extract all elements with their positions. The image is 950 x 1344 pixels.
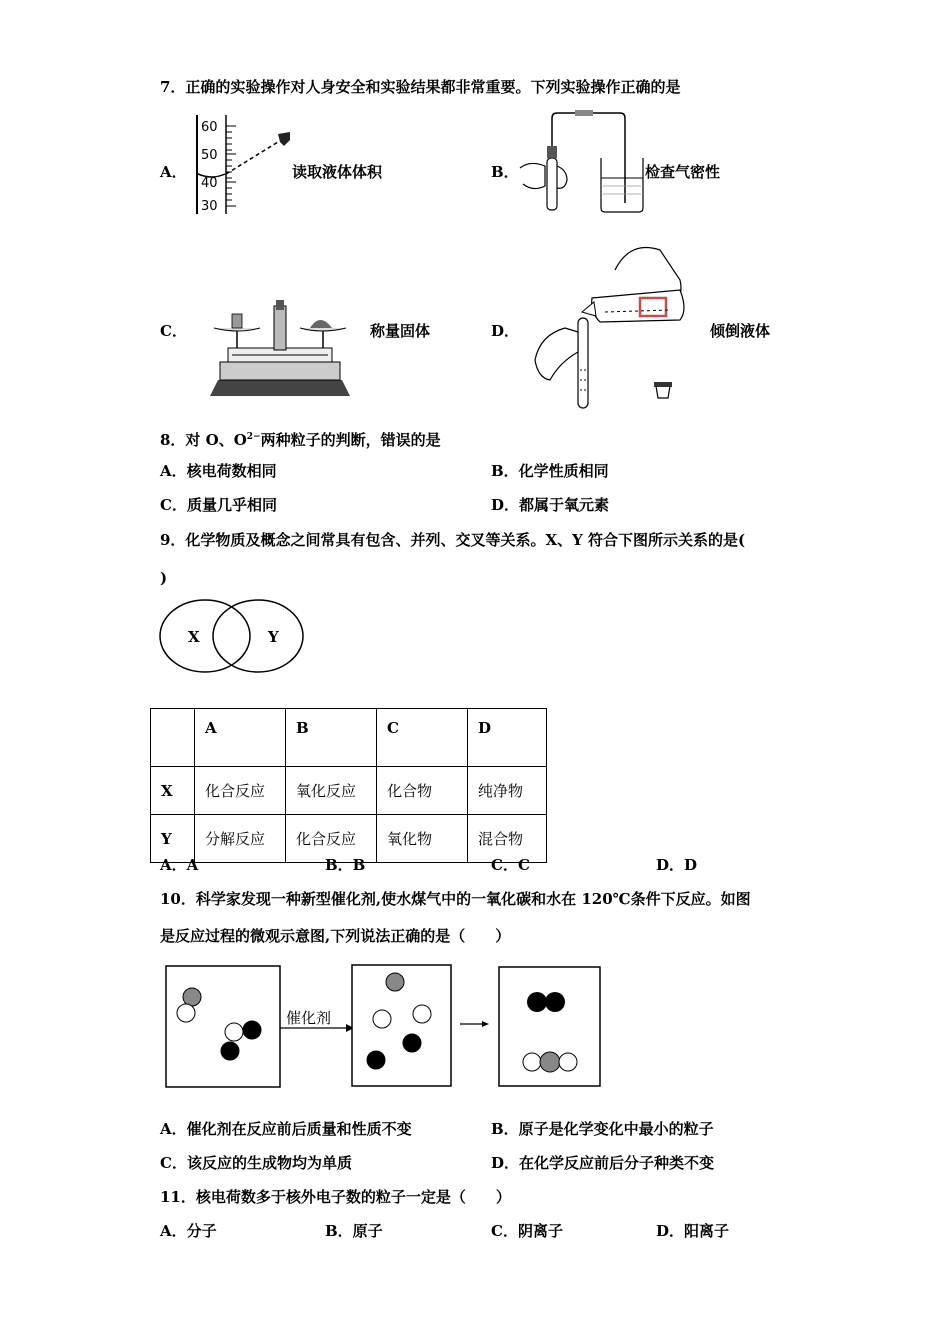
q9-option-b: B．B	[325, 856, 366, 874]
q7-option-d-caption: 倾倒液体	[710, 322, 771, 340]
q10-stem-line1: 10．科学家发现一种新型催化剂,使水煤气中的一氧化碳和水在 120℃条件下反应。如图	[160, 890, 751, 908]
q8-option-c: C．质量几乎相同	[160, 496, 277, 514]
q7-option-c-caption: 称量固体	[370, 322, 431, 340]
reactants-box	[166, 966, 280, 1087]
table-cell: 化合物	[377, 767, 468, 815]
q7-option-b-caption: 检查气密性	[645, 163, 721, 181]
q9-table	[150, 708, 547, 863]
q10-stem-line2: 是反应过程的微观示意图,下列说法正确的是（ ）	[160, 927, 511, 945]
pouring-liquid-figure	[530, 240, 695, 410]
table-cell: 分解反应	[195, 815, 286, 863]
q11-option-a: A．分子	[160, 1222, 217, 1240]
q7-option-b-letter: B．	[491, 163, 519, 181]
table-cell: 化合反应	[286, 815, 377, 863]
q9-option-a: A．A	[160, 856, 199, 874]
q8-option-d: D．都属于氧元素	[491, 496, 610, 514]
venn-diagram	[158, 598, 308, 674]
scale-60: 60	[201, 120, 218, 135]
table-row	[151, 767, 547, 815]
q8-stem-sup: 2−	[246, 432, 261, 442]
q10-option-d: D．在化学反应前后分子种类不变	[491, 1154, 715, 1172]
table-cell: 混合物	[468, 815, 547, 863]
q10-option-b: B．原子是化学变化中最小的粒子	[491, 1120, 714, 1138]
table-cell: 氧化反应	[286, 767, 377, 815]
q8-stem-post: 两种粒子的判断，错误的是	[260, 431, 441, 449]
reaction-micro-diagram	[160, 960, 605, 1092]
q10-option-c: C．该反应的生成物均为单质	[160, 1154, 352, 1172]
balance-figure	[210, 300, 352, 398]
q11-option-b: B．原子	[325, 1222, 383, 1240]
table-cell: 氧化物	[377, 815, 468, 863]
table-row	[151, 709, 547, 767]
q9-option-c: C．C	[491, 856, 530, 874]
q11-option-c: C．阴离子	[491, 1222, 563, 1240]
venn-label-y: Y	[268, 628, 279, 646]
q7-option-d-letter: D．	[491, 322, 520, 340]
scale-50: 50	[201, 148, 218, 163]
table-cell: A	[195, 709, 286, 767]
table-cell: D	[468, 709, 547, 767]
q7-option-a-letter: A．	[160, 163, 187, 181]
q8-stem	[160, 428, 441, 449]
q8-option-b: B．化学性质相同	[491, 462, 609, 480]
q9-option-d: D．D	[656, 856, 698, 874]
scale-40: 40	[201, 176, 218, 191]
q11-stem: 11．核电荷数多于核外电子数的粒子一定是（ ）	[160, 1188, 511, 1206]
graduated-cylinder-figure	[190, 112, 305, 217]
scale-30: 30	[201, 199, 218, 214]
table-cell: C	[377, 709, 468, 767]
q8-option-a: A．核电荷数相同	[160, 462, 277, 480]
q8-stem-pre: 8．对 O、O	[160, 431, 247, 449]
table-cell: 化合反应	[195, 767, 286, 815]
q7-stem: 7．正确的实验操作对人身安全和实验结果都非常重要。下列实验操作正确的是	[160, 78, 681, 96]
q7-option-c-letter: C．	[160, 322, 187, 340]
table-cell: B	[286, 709, 377, 767]
q10-option-a: A．催化剂在反应前后质量和性质不变	[160, 1120, 412, 1138]
q7-option-a-caption: 读取液体体积	[292, 163, 383, 181]
q9-stem-line1: 9．化学物质及概念之间常具有包含、并列、交叉等关系。X、Y 符合下图所示关系的是(	[160, 531, 746, 549]
table-cell	[151, 709, 195, 767]
table-cell: 纯净物	[468, 767, 547, 815]
eye-icon	[278, 132, 290, 146]
q11-option-d: D．阳离子	[656, 1222, 730, 1240]
table-cell: X	[151, 767, 195, 815]
venn-label-x: X	[188, 628, 200, 646]
airtightness-check-figure	[515, 108, 645, 216]
catalyst-label: 催化剂	[286, 1009, 332, 1027]
table-cell: Y	[151, 815, 195, 863]
q9-stem-line2: )	[160, 569, 168, 587]
